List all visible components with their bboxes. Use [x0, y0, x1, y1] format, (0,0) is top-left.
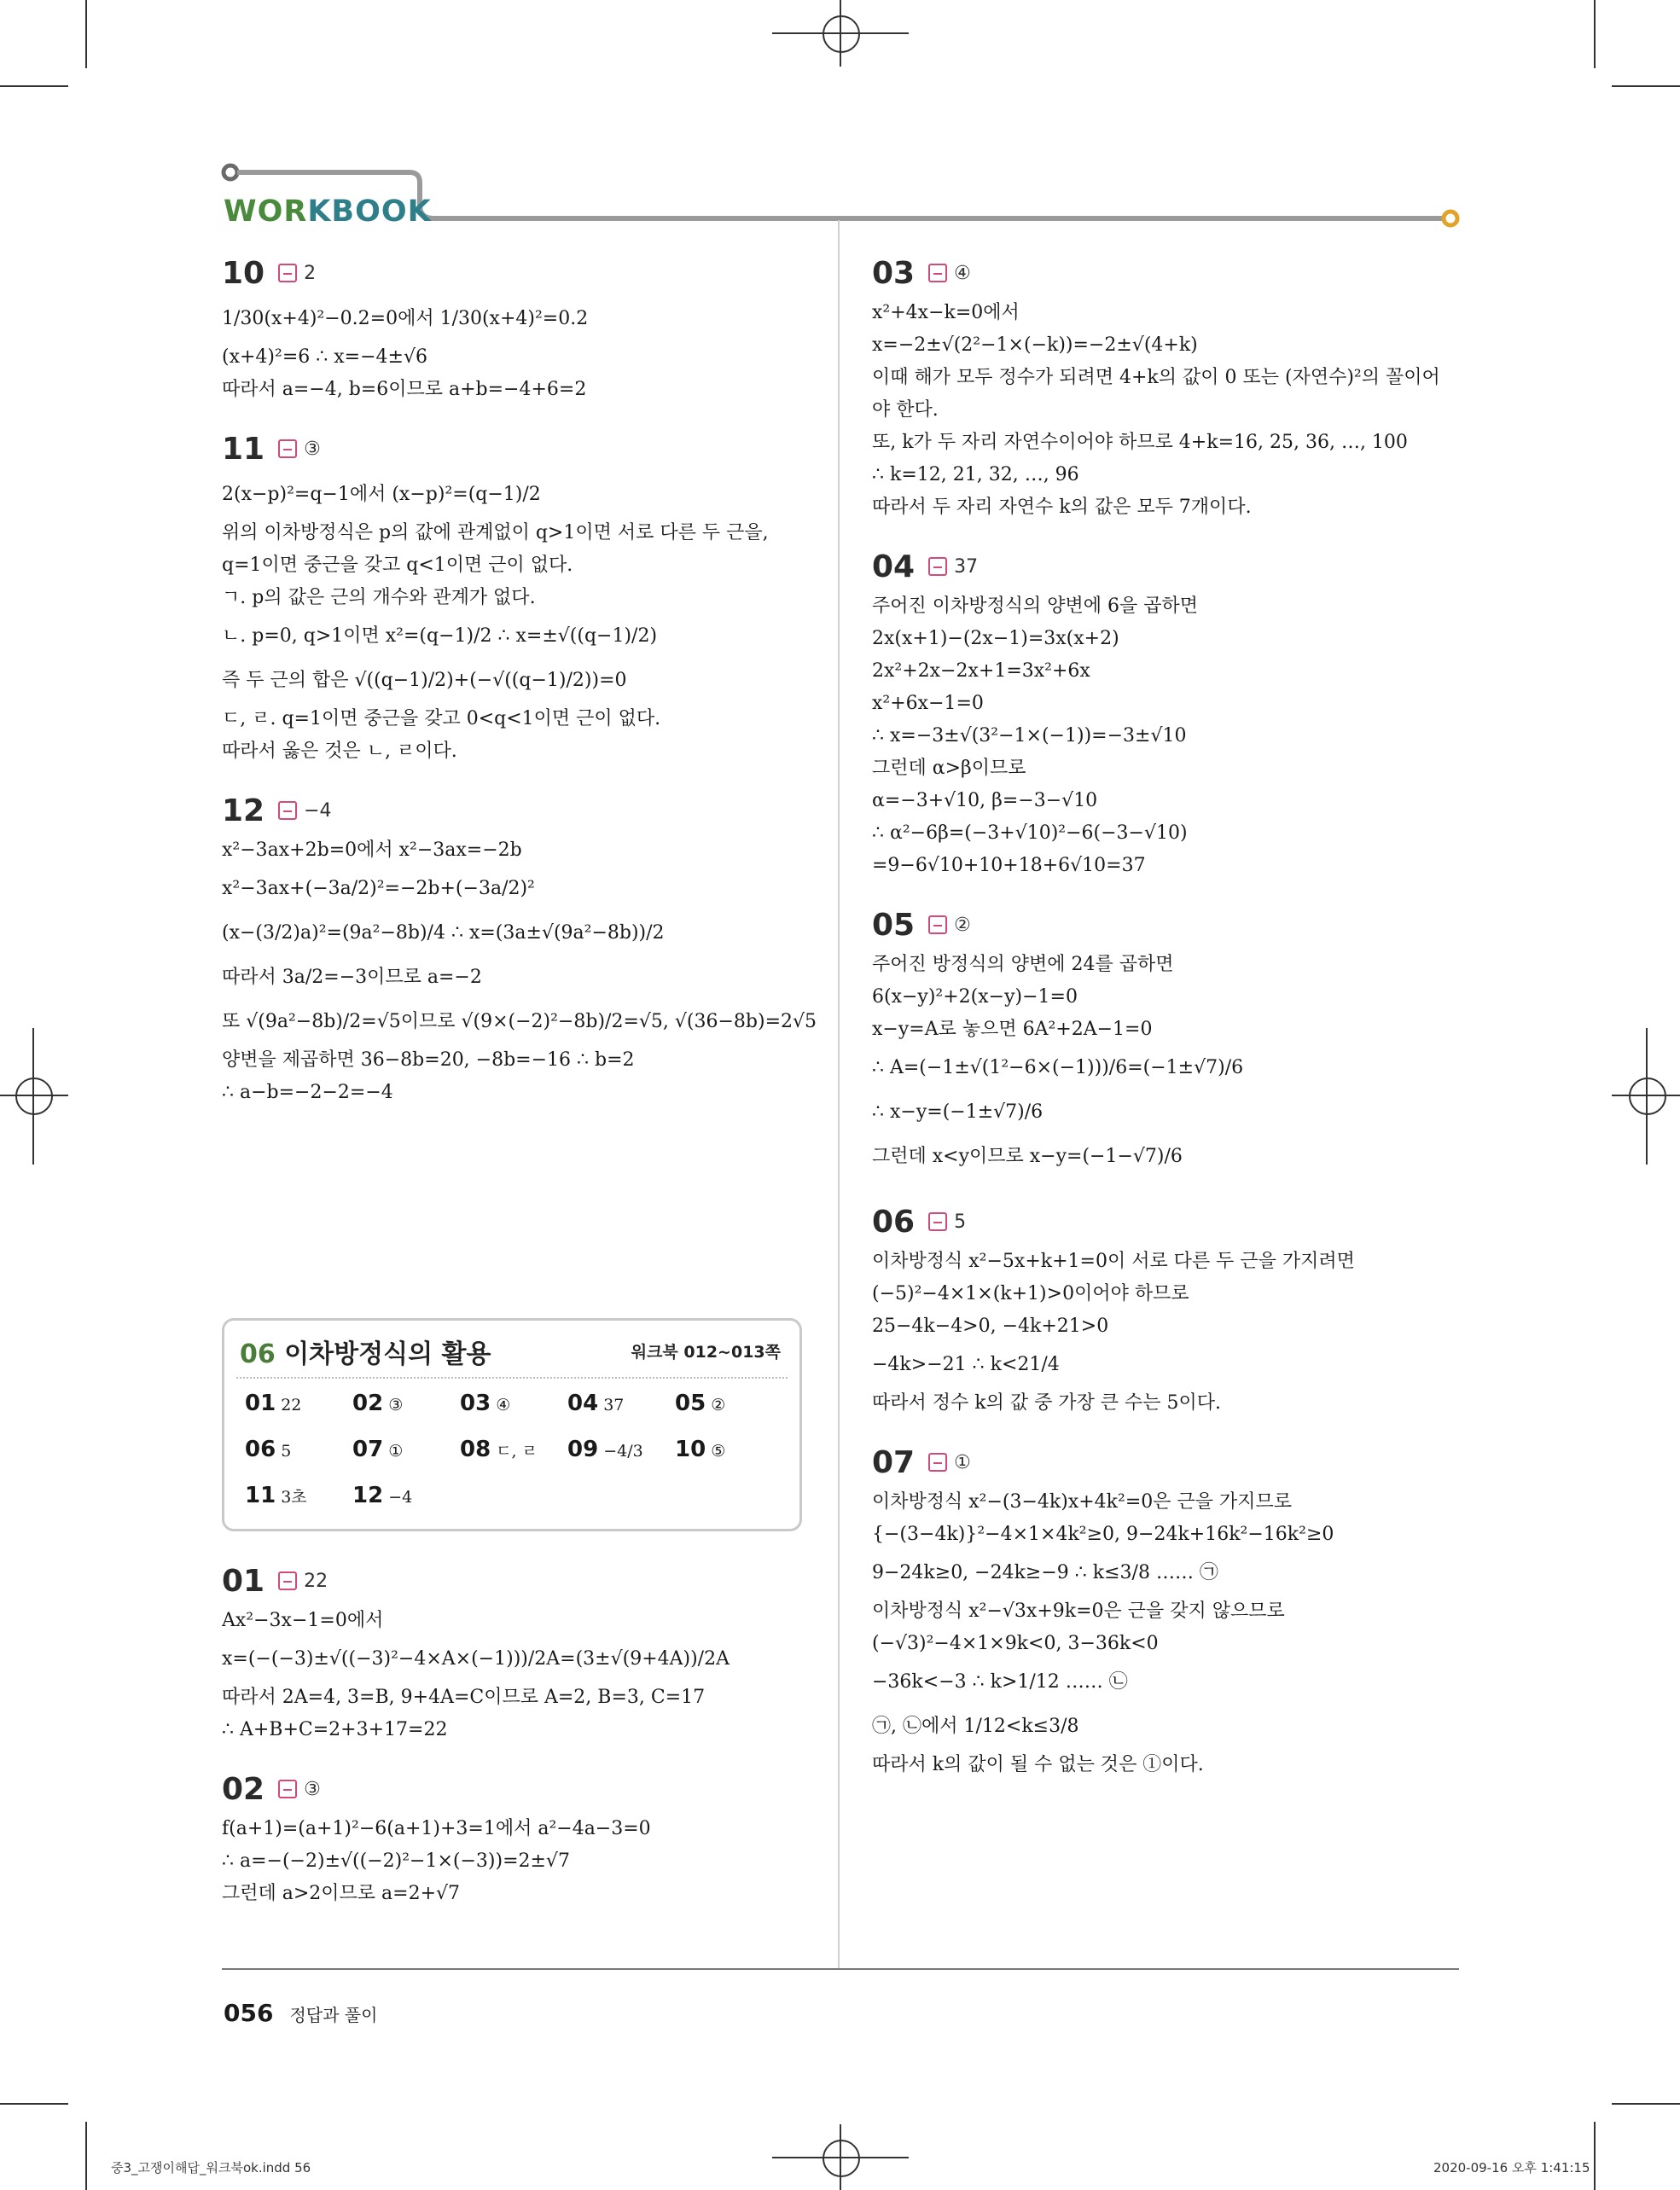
slug-datetime: 2020-09-16 오후 1:41:15: [1433, 2160, 1590, 2175]
solution-line: −36k<−3 ∴ k>1/12 …… ㉡: [872, 1671, 1128, 1693]
question-12: [222, 787, 845, 1109]
question-04: [872, 543, 1469, 882]
answer-icon: [928, 915, 947, 934]
question-number: 12: [222, 793, 265, 828]
left-column: [222, 249, 845, 1109]
box-title: [240, 1333, 491, 1370]
crop-mark: [1594, 0, 1596, 68]
question-number: 11: [222, 431, 265, 467]
solution-line: ∴ a=−(−2)±√((−2)²−1×(−3))=2±√7: [222, 1850, 570, 1872]
answer-icon: [278, 1571, 297, 1590]
box-section-number: 06: [240, 1339, 276, 1369]
question-number: 03: [872, 255, 916, 291]
solution-line: x²+4x−k=0에서: [872, 302, 1020, 323]
solution-line: 따라서 정수 k의 값 중 가장 큰 수는 5이다.: [872, 1392, 1222, 1414]
answer-value: ③: [304, 438, 321, 460]
solution-line: 위의 이차방정식은 p의 값에 관계없이 q>1이면 서로 다른 두 근을,: [222, 522, 769, 543]
solution-line: 즉 두 근의 합은 √((q−1)/2)+(−√((q−1)/2))=0: [222, 670, 627, 691]
solution-line: 따라서 a=−4, b=6이므로 a+b=−4+6=2: [222, 379, 587, 400]
answer-icon: [278, 801, 297, 820]
answer-cell: 05 ②: [675, 1391, 726, 1416]
solution-line: ∴ x−y=(−1±√7)/6: [872, 1101, 1043, 1123]
answer-cell: 03 ④: [460, 1391, 511, 1416]
solution-line: =9−6√10+10+18+6√10=37: [872, 855, 1146, 876]
solution-line: ∴ A+B+C=2+3+17=22: [222, 1719, 448, 1740]
solution-line: ∴ x=−3±√(3²−1×(−1))=−3±√10: [872, 725, 1187, 746]
left-column-lower: [222, 1557, 845, 1910]
answer-cell: 02 ③: [352, 1391, 404, 1416]
solution-line: 25−4k−4>0, −4k+21>0: [872, 1316, 1109, 1337]
answer-grid: [245, 1389, 782, 1510]
solution-line: 이때 해가 모두 정수가 되려면 4+k의 값이 0 또는 (자연수)²의 꼴이어: [872, 367, 1440, 388]
crop-mark: [1594, 2122, 1596, 2190]
solution-line: x=−2±√(2²−1×(−k))=−2±√(4+k): [872, 334, 1198, 356]
solution-line: x−y=A로 놓으면 6A²+2A−1=0: [872, 1019, 1153, 1040]
answer-icon: [928, 1453, 947, 1472]
solution-line: 주어진 이차방정식의 양변에 6을 곱하면: [872, 595, 1199, 617]
question-11: [222, 425, 845, 768]
answer-icon: [278, 264, 297, 282]
solution-line: 1/30(x+4)²−0.2=0에서 1/30(x+4)²=0.2: [222, 308, 589, 329]
answer-value: 5: [954, 1211, 967, 1233]
solution-line: 이차방정식 x²−5x+k+1=0이 서로 다른 두 근을 가지려면: [872, 1251, 1355, 1272]
question-05: [872, 901, 1469, 1179]
solution-line: ∴ k=12, 21, 32, …, 96: [872, 464, 1079, 485]
page-number: 056: [224, 1999, 274, 2027]
answer-cell: 07 ①: [352, 1437, 404, 1462]
solution-line: 주어진 방정식의 양변에 24를 곱하면: [872, 954, 1174, 975]
question-number: 04: [872, 549, 916, 584]
solution-line: 또, k가 두 자리 자연수이어야 하므로 4+k=16, 25, 36, …, 100: [872, 432, 1408, 453]
box-section-title: 이차방정식의 활용: [284, 1339, 491, 1369]
answer-value: ①: [954, 1451, 971, 1473]
crop-mark: [85, 0, 87, 68]
answer-icon: [928, 557, 947, 576]
crop-mark: [1612, 2103, 1680, 2105]
question-07: [872, 1438, 1469, 1781]
question-10: [222, 249, 845, 406]
answer-icon: [278, 439, 297, 458]
solution-line: ㄷ, ㄹ. q=1이면 중근을 갖고 0<q<1이면 근이 없다.: [222, 708, 661, 729]
solution-line: ㉠, ㉡에서 1/12<k≤3/8: [872, 1716, 1079, 1737]
solution-line: (−√3)²−4×1×9k<0, 3−36k<0: [872, 1633, 1159, 1654]
solution-line: (−5)²−4×1×(k+1)>0이어야 하므로: [872, 1283, 1189, 1304]
answer-value: −4: [304, 799, 332, 822]
solution-line: 이차방정식 x²−(3−4k)x+4k²=0은 근을 가지므로: [872, 1491, 1293, 1513]
solution-line: 2x(x+1)−(2x−1)=3x(x+2): [872, 628, 1119, 649]
answer-icon: [928, 1212, 947, 1231]
solution-line: x²−3ax+2b=0에서 x²−3ax=−2b: [222, 839, 522, 861]
solution-line: −4k>−21 ∴ k<21/4: [872, 1354, 1060, 1375]
solution-line: ㄴ. p=0, q>1이면 x²=(q−1)/2 ∴ x=±√((q−1)/2): [222, 625, 658, 647]
question-number: 10: [222, 255, 265, 291]
solution-line: ∴ a−b=−2−2=−4: [222, 1082, 393, 1103]
solution-line: 따라서 3a/2=−3이므로 a=−2: [222, 967, 482, 988]
answer-cell: 09 −4/3: [567, 1437, 643, 1462]
solution-line: x²−3ax+(−3a/2)²=−2b+(−3a/2)²: [222, 878, 535, 899]
solution-line: α=−3+√10, β=−3−√10: [872, 790, 1098, 811]
answer-cell: 06 5: [245, 1437, 292, 1462]
solution-line: 9−24k≥0, −24k≥−9 ∴ k≤3/8 …… ㉠: [872, 1562, 1218, 1583]
question-number: 05: [872, 907, 916, 943]
solution-line: 이차방정식 x²−√3x+9k=0은 근을 갖지 않으므로: [872, 1600, 1285, 1622]
box-page-reference: 워크북 012~013쪽: [631, 1343, 781, 1362]
answer-value: ④: [954, 262, 971, 284]
solution-line: f(a+1)=(a+1)²−6(a+1)+3=1에서 a²−4a−3=0: [222, 1818, 651, 1839]
question-03: [872, 249, 1469, 524]
solution-line: 그런데 α>β이므로: [872, 758, 1026, 779]
answer-icon: [278, 1780, 297, 1798]
solution-line: 따라서 옳은 것은 ㄴ, ㄹ이다.: [222, 741, 457, 762]
question-number: 06: [872, 1204, 916, 1240]
solution-line: q=1이면 중근을 갖고 q<1이면 근이 없다.: [222, 555, 573, 576]
solution-line: ∴ α²−6β=(−3+√10)²−6(−3−√10): [872, 822, 1188, 844]
solution-line: 따라서 k의 값이 될 수 없는 것은 ①이다.: [872, 1754, 1204, 1775]
solution-line: 2(x−p)²=q−1에서 (x−p)²=(q−1)/2: [222, 484, 541, 505]
answer-cell: 08 ㄷ, ㄹ: [460, 1437, 538, 1462]
solution-line: 양변을 제곱하면 36−8b=20, −8b=−16 ∴ b=2: [222, 1049, 635, 1071]
solution-line: ∴ A=(−1±√(1²−6×(−1)))/6=(−1±√7)/6: [872, 1057, 1244, 1078]
solution-line: 따라서 2A=4, 3=B, 9+4A=C이므로 A=2, B=3, C=17: [222, 1687, 706, 1708]
answer-value: 37: [954, 555, 979, 578]
slug-filename: 중3_고쟁이해답_워크북ok.indd 56: [111, 2160, 311, 2175]
question-number: 02: [222, 1771, 265, 1807]
answer-value: 2: [304, 262, 317, 284]
answer-value: ③: [304, 1778, 321, 1800]
question-06: [872, 1198, 1469, 1420]
question-02: [222, 1765, 845, 1910]
footer-label: 정답과 풀이: [289, 2005, 378, 2025]
answer-cell: 01 22: [245, 1391, 302, 1416]
crop-mark: [85, 2122, 87, 2190]
answer-cell: 10 ⑤: [675, 1437, 726, 1462]
page-footer: [224, 1999, 377, 2027]
crop-mark: [1612, 85, 1680, 87]
question-01: [222, 1557, 845, 1746]
solution-line: x=(−(−3)±√((−3)²−4×A×(−1)))/2A=(3±√(9+4A))/2A: [222, 1648, 730, 1670]
solution-line: (x+4)²=6 ∴ x=−4±√6: [222, 346, 427, 368]
footer-rule: [222, 1968, 1459, 1970]
answer-cell: 11 3초: [245, 1483, 307, 1508]
solution-line: x²+6x−1=0: [872, 693, 984, 714]
solution-line: Ax²−3x−1=0에서: [222, 1610, 384, 1631]
right-column: [872, 249, 1469, 1781]
answer-cell: 12 −4: [352, 1483, 413, 1508]
solution-line: ㄱ. p의 값은 근의 개수와 관계가 없다.: [222, 587, 536, 608]
solution-line: {−(3−4k)}²−4×1×4k²≥0, 9−24k+16k²−16k²≥0: [872, 1524, 1334, 1545]
workbook-logo: WORKBOOK: [224, 195, 432, 229]
answer-summary-box: [222, 1318, 802, 1531]
solution-line: 2x²+2x−2x+1=3x²+6x: [872, 660, 1090, 682]
solution-line: 따라서 두 자리 자연수 k의 값은 모두 7개이다.: [872, 497, 1252, 518]
crop-mark: [0, 85, 68, 87]
solution-line: 그런데 a>2이므로 a=2+√7: [222, 1883, 461, 1904]
solution-line: 야 한다.: [872, 399, 939, 421]
solution-line: (x−(3/2)a)²=(9a²−8b)/4 ∴ x=(3a±√(9a²−8b))/2: [222, 922, 665, 944]
solution-line: 그런데 x<y이므로 x−y=(−1−√7)/6: [872, 1146, 1183, 1167]
box-separator: [236, 1377, 788, 1379]
answer-icon: [928, 264, 947, 282]
answer-value: 22: [304, 1570, 328, 1592]
question-number: 01: [222, 1563, 265, 1599]
answer-cell: 04 37: [567, 1391, 625, 1416]
solution-line: 6(x−y)²+2(x−y)−1=0: [872, 986, 1078, 1008]
crop-mark: [0, 2103, 68, 2105]
question-number: 07: [872, 1444, 916, 1480]
answer-value: ②: [954, 914, 971, 936]
solution-line: 또 √(9a²−8b)/2=√5이므로 √(9×(−2)²−8b)/2=√5, √(36−8b)=2√5: [222, 1011, 817, 1032]
